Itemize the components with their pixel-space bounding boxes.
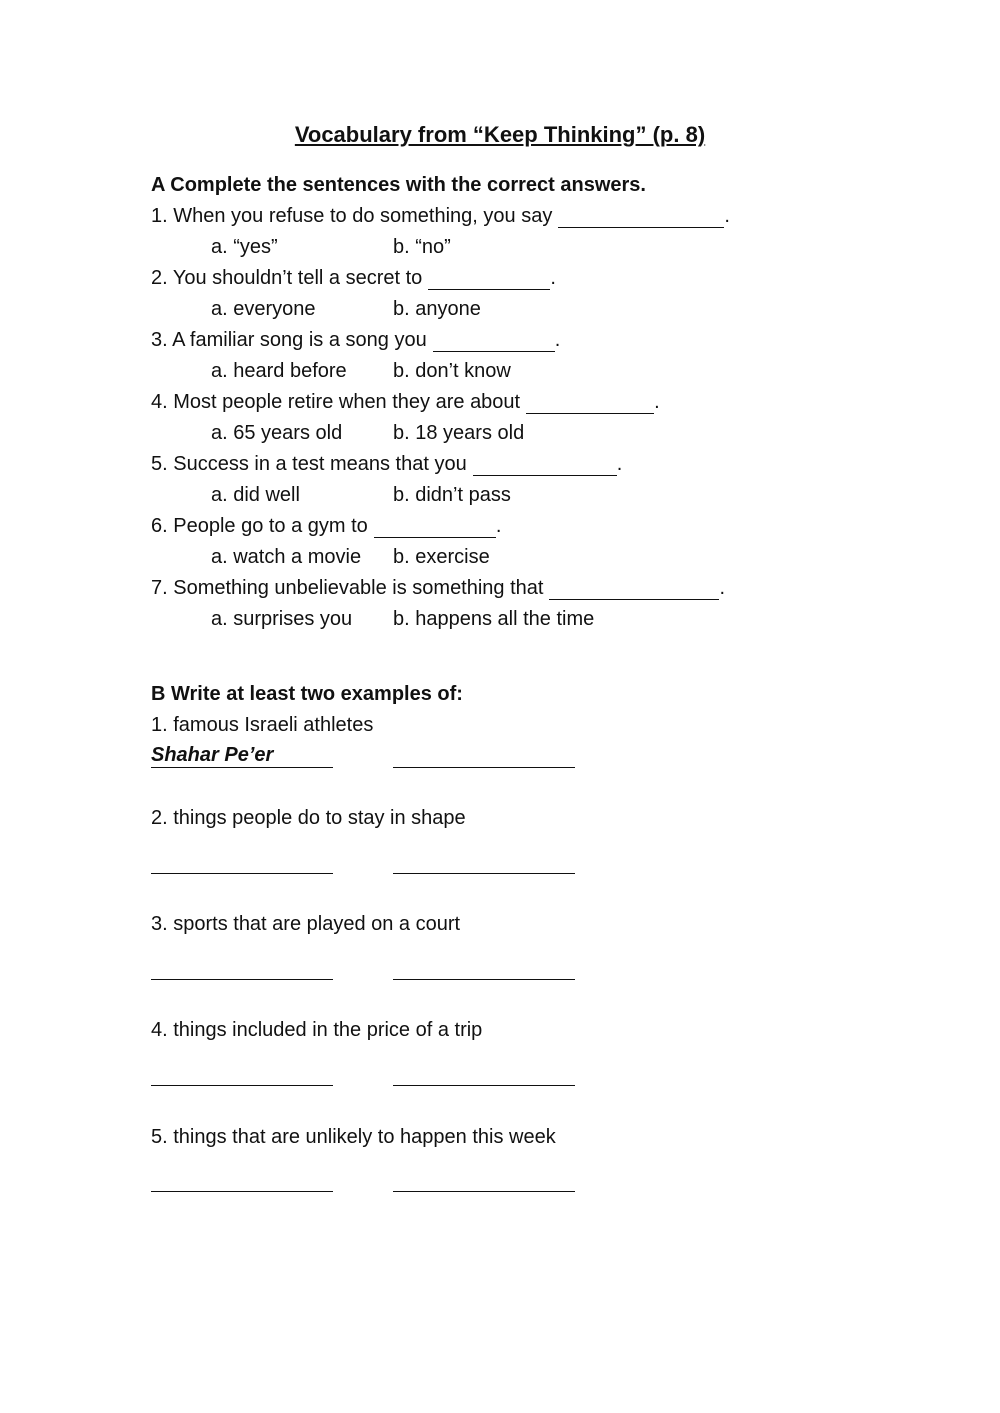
- option-a[interactable]: a. watch a movie: [211, 546, 362, 568]
- answer-line[interactable]: [151, 1190, 333, 1192]
- option-a[interactable]: a. did well: [211, 484, 300, 506]
- prompt-2: 2. things people do to stay in shape: [151, 807, 466, 829]
- answer-line[interactable]: [151, 1084, 333, 1086]
- option-b[interactable]: b. don’t know: [393, 360, 511, 382]
- option-b[interactable]: b. exercise: [393, 546, 490, 568]
- answer-blank[interactable]: [549, 579, 719, 600]
- question-1: 1. When you refuse to do something, you say .: [151, 205, 730, 227]
- option-b[interactable]: b. anyone: [393, 298, 481, 320]
- answer-line[interactable]: [393, 978, 575, 980]
- answer-blank[interactable]: [374, 517, 496, 538]
- question-3: 3. A familiar song is a song you .: [151, 329, 561, 351]
- answer-line[interactable]: [393, 1084, 575, 1086]
- question-text: 5. Success in a test means that you: [151, 453, 467, 475]
- question-text: 2. You shouldn’t tell a secret to: [151, 267, 423, 289]
- option-a[interactable]: a. 65 years old: [211, 422, 343, 444]
- page-title: Vocabulary from “Keep Thinking” (p. 8): [294, 122, 706, 147]
- option-b[interactable]: b. happens all the time: [393, 608, 595, 630]
- question-text: 6. People go to a gym to: [151, 515, 368, 537]
- answer-blank[interactable]: [526, 393, 654, 414]
- answer-line[interactable]: [393, 872, 575, 874]
- prompt-1: 1. famous Israeli athletes: [151, 714, 374, 736]
- example-answer: Shahar Pe’er: [151, 743, 333, 768]
- question-text: 3. A familiar song is a song you: [151, 329, 427, 351]
- answer-blank[interactable]: [558, 207, 724, 228]
- option-a[interactable]: a. everyone: [211, 298, 316, 320]
- question-text: 1. When you refuse to do something, you say: [151, 205, 553, 227]
- question-text: 4. Most people retire when they are about: [151, 391, 521, 413]
- answer-blank[interactable]: [473, 455, 617, 476]
- question-5: 5. Success in a test means that you .: [151, 453, 623, 475]
- question-4: 4. Most people retire when they are about .: [151, 391, 660, 413]
- answer-line[interactable]: [151, 872, 333, 874]
- section-a-heading: A Complete the sentences with the correct answers.: [151, 174, 646, 196]
- option-b[interactable]: b. 18 years old: [393, 422, 525, 444]
- section-b-heading: B Write at least two examples of:: [151, 683, 463, 705]
- answer-line[interactable]: [393, 1190, 575, 1192]
- answer-line[interactable]: [151, 978, 333, 980]
- prompt-4: 4. things included in the price of a trip: [151, 1019, 483, 1041]
- question-2: 2. You shouldn’t tell a secret to .: [151, 267, 556, 289]
- prompt-5: 5. things that are unlikely to happen this week: [151, 1126, 556, 1148]
- question-6: 6. People go to a gym to .: [151, 515, 502, 537]
- option-a[interactable]: a. “yes”: [211, 236, 278, 258]
- option-b[interactable]: b. didn’t pass: [393, 484, 511, 506]
- answer-line[interactable]: [393, 766, 575, 768]
- answer-blank[interactable]: [433, 331, 555, 352]
- answer-blank[interactable]: [428, 269, 550, 290]
- option-a[interactable]: a. surprises you: [211, 608, 353, 630]
- question-7: 7. Something unbelievable is something that .: [151, 577, 726, 599]
- prompt-3: 3. sports that are played on a court: [151, 913, 461, 935]
- question-text: 7. Something unbelievable is something that: [151, 577, 544, 599]
- option-a[interactable]: a. heard before: [211, 360, 347, 382]
- option-b[interactable]: b. “no”: [393, 236, 451, 258]
